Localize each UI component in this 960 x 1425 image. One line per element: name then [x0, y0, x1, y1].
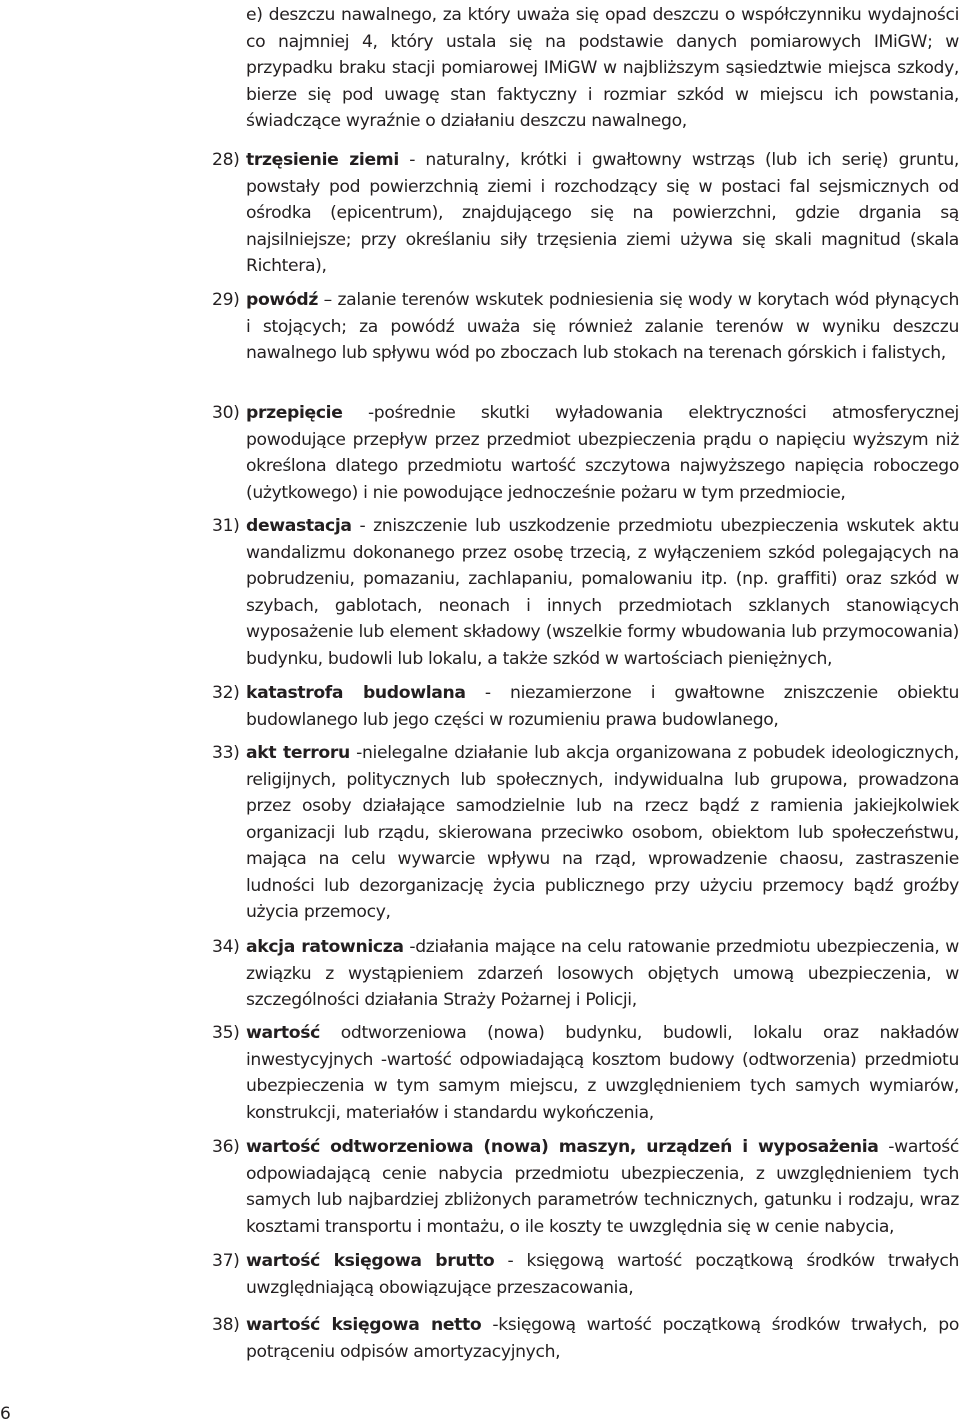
- definition-term: trzęsienie ziemi: [246, 150, 399, 170]
- definition-number: 37): [212, 1251, 240, 1271]
- definition-term: wartość odtworzeniowa (nowa) maszyn, urządzeń i wyposażenia: [246, 1137, 879, 1157]
- definition-term: przepięcie: [246, 403, 343, 423]
- definition-number: 34): [212, 937, 240, 957]
- definition-term: wartość księgowa netto: [246, 1315, 482, 1335]
- definition-term: akt terroru: [246, 743, 350, 763]
- definition-30: [212, 400, 959, 506]
- item-text: deszczu nawalnego, za który uważa się opad deszczu o współczynniku wydajności co najmniej 4, który ustala się na podstawie danych pomiarowych IMiGW; w przypadku braku stacji pomiarowej IMiGW w najbliższym sąsiedztwie miejsca szkody, bierze się pod uwagę stan faktyczny i rozmiar szkód w miejscu ich powstania, świadczące wyraźnie o działaniu deszczu nawalnego,: [246, 5, 959, 131]
- definition-35: [212, 1020, 959, 1126]
- definition-number: 36): [212, 1137, 240, 1157]
- definition-28: [212, 147, 959, 280]
- definition-term: dewastacja: [246, 516, 352, 536]
- definition-term: akcja ratownicza: [246, 937, 404, 957]
- definition-term: powódź: [246, 290, 319, 310]
- definition-38: [212, 1312, 959, 1365]
- definition-text: – zalanie terenów wskutek podniesienia się wody w korytach wód płynących i stojących; za powódź uważa się również zalanie terenów w wyniku deszczu nawalnego lub spływu wód po zboczach lub stokach na terenach górskich i falistych,: [246, 290, 959, 363]
- definition-text: - zniszczenie lub uszkodzenie przedmiotu ubezpieczenia wskutek aktu wandalizmu dokonanego przez osobę trzecią, z wyłączeniem szkód polegających na pobrudzeniu, pomazaniu, zachlapaniu, pomalowaniu itp. (np. graffiti) oraz szkód w szybach, gablotach, neonach i innych przedmiotach szklanych stanowiących wyposażenie lub element składowy (wszelkie formy wbudowania lub przymocowania) budynku, budowli lub lokalu, a także szkód w wartościach pieniężnych,: [246, 516, 959, 669]
- definition-number: 33): [212, 743, 240, 763]
- definition-number: 30): [212, 403, 240, 423]
- definition-37: [212, 1248, 959, 1301]
- definition-text: -wartość odpowiadającą cenie nabycia przedmiotu ubezpieczenia, z uwzględnieniem tych samych lub najbardziej zbliżonych parametrów technicznych, gatunku i rodzaju, wraz kosztami transportu i montażu, o ile koszty te uwzględnia się w cenie nabycia,: [246, 1137, 959, 1237]
- definition-term: wartość: [246, 1023, 320, 1043]
- definition-text: -nielegalne działanie lub akcja organizowana z pobudek ideologicznych, religijnych, politycznych lub społecznych, indywidualna lub grupowa, prowadzona przez osoby działające samodzielnie lub na rzecz bądź z ramienia jakiejkolwiek organizacji lub rządu, skierowana przeciwko osobom, obiektom lub społeczeństwu, mająca na celu wywarcie wpływu na rząd, wprowadzenie chaosu, zastraszenie ludności lub dezorganizację życia publicznego przy użyciu przemocy bądź groźby użycia przemocy,: [246, 743, 959, 922]
- definition-number: 31): [212, 516, 240, 536]
- definition-text: - niezamierzone i gwałtowne zniszczenie obiektu budowlanego lub jego części w rozumieniu prawa budowlanego,: [246, 683, 959, 730]
- definition-term: katastrofa budowlana: [246, 683, 466, 703]
- item-marker: e): [246, 5, 263, 25]
- definition-text: -pośrednie skutki wyładowania elektryczności atmosferycznej powodujące przepływ przez przedmiot ubezpieczenia prądu o napięciu wyższym niż określona dlatego przedmiotu wartość szczytowa najwyższego napięcia roboczego (użytkowego) i nie powodujące jednocześnie pożaru w tym przedmiocie,: [246, 403, 959, 503]
- page-number: 6: [0, 1404, 11, 1424]
- definition-text: - naturalny, krótki i gwałtowny wstrząs (lub ich serię) gruntu, powstały pod powierzchnią ziemi i rozchodzący się w postaci fal sejsmicznych od ośrodka (epicentrum), znajdującego się na powierzchni, gdzie drgania są najsilniejsze; przy określaniu siły trzęsienia ziemi używa się skali magnitud (skala Richtera),: [246, 150, 960, 276]
- definition-29: [212, 287, 959, 367]
- definition-text: -księgową wartość początkową środków trwałych, po potrąceniu odpisów amortyzacyjnych,: [246, 1315, 959, 1362]
- definition-text: - księgową wartość początkową środków trwałych uwzględniającą obowiązujące przeszacowania,: [246, 1251, 959, 1298]
- definition-number: 38): [212, 1315, 240, 1335]
- continuation-item-e: [246, 2, 959, 135]
- definition-36: [212, 1134, 959, 1240]
- definition-term: wartość księgowa brutto: [246, 1251, 495, 1271]
- definition-number: 28): [212, 150, 240, 170]
- definition-31: [212, 513, 959, 672]
- definition-number: 32): [212, 683, 240, 703]
- definition-32: [212, 680, 959, 733]
- definition-number: 29): [212, 290, 240, 310]
- definition-text: odtworzeniowa (nowa) budynku, budowli, lokalu oraz nakładów inwestycyjnych -wartość odpowiadającą kosztom budowy (odtworzenia) przedmiotu ubezpieczenia w tym samym miejscu, z uwzględnieniem tych samych wymiarów, konstrukcji, materiałów i standardu wykończenia,: [246, 1023, 959, 1123]
- definition-33: [212, 740, 959, 926]
- definition-text: -działania mające na celu ratowanie przedmiotu ubezpieczenia, w związku z wystąpieniem zdarzeń losowych objętych umową ubezpieczenia, w szczególności działania Straży Pożarnej i Policji,: [246, 937, 959, 1010]
- definition-number: 35): [212, 1023, 240, 1043]
- definition-34: [212, 934, 959, 1014]
